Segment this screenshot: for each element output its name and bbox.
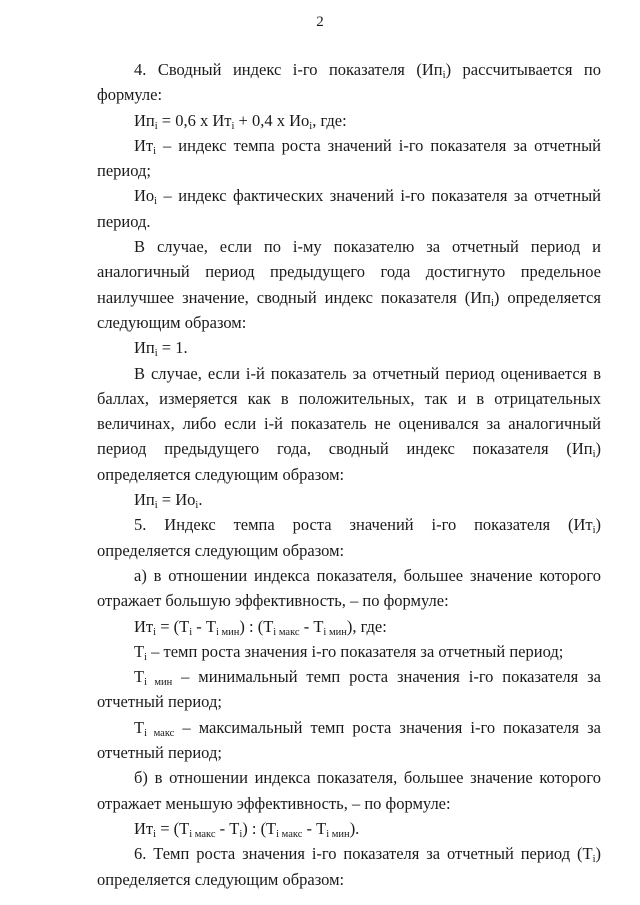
definition-actual-index: $Ио_i$ – индекс фактических значений i-го показателя за отчетный период. <box>97 186 601 231</box>
paragraph-formula-intro: 4. Сводный индекс i-го показателя $(Ип_i)$ рассчитывается по формуле: <box>97 60 601 105</box>
page-number: 2 <box>316 14 324 30</box>
formula-composite-equals-one: $Ип_i = 1$. <box>134 338 188 360</box>
formula-composite-equals-actual: $Ип_i = Ио_i$. <box>134 490 203 512</box>
paragraph-points-case: В случае, если i-й показатель за отчетный период оценивается в баллах, измеряется как в положительных, так и в отрицательных величинах, либо если i-й показатель не оценивался за аналогичный период предыдущего года, сводный индекс показателя $(Ип_i)$ определяется следующим образом: <box>97 363 601 484</box>
paragraph-growth-rate-intro: 6. Темп роста значения i-го показателя за отчетный период $(Т_i)$ определяется следующим образом: <box>97 844 601 889</box>
definition-growth-rate-max: $Т_{i макс}$ – максимальный темп роста значения i-го показателя за отчетный период; <box>97 717 602 763</box>
formula-growth-index-a: $Ит_i = (Т_i - Т_{i мин})$ : $(Т_{i макс} - Т_{i мин})$, где: <box>134 616 387 638</box>
paragraph-case-a: а) в отношении индекса показателя, большее значение которого отражает большую эффективность, – по формуле: <box>97 565 601 611</box>
definition-growth-rate: $Т_i$ – темп роста значения i-го показателя за отчетный период; <box>134 641 564 663</box>
definition-growth-index: $Ит_i$ – индекс темпа роста значений i-го показателя за отчетный период; <box>97 135 601 181</box>
paragraph-best-value-case: В случае, если по i-му показателю за отчетный период и аналогичный период предыдущего года достигнуто предельное наилучшее значение, сводный индекс показателя $(Ип_i)$ определяется следующим образом: <box>97 237 601 332</box>
paragraph-growth-index-intro: 5. Индекс темпа роста значений i-го показателя $(Ит_i)$ определяется следующим образом: <box>97 515 601 560</box>
document-body <box>97 57 601 892</box>
paragraph-case-b: б) в отношении индекса показателя, большее значение которого отражает меньшую эффективность, – по формуле: <box>97 768 601 813</box>
formula-composite-index: $Ип_i = 0,6$ х $Ит_i + 0,4$ х $Ио_i$, где: <box>134 110 347 132</box>
definition-growth-rate-min: $Т_{i мин}$ – минимальный темп роста значения i-го показателя за отчетный период; <box>97 667 601 712</box>
formula-growth-index-b: $Ит_i = (Т_{i макс} - Т_i)$ : $(Т_{i макс} - Т_{i мин})$. <box>134 818 360 840</box>
